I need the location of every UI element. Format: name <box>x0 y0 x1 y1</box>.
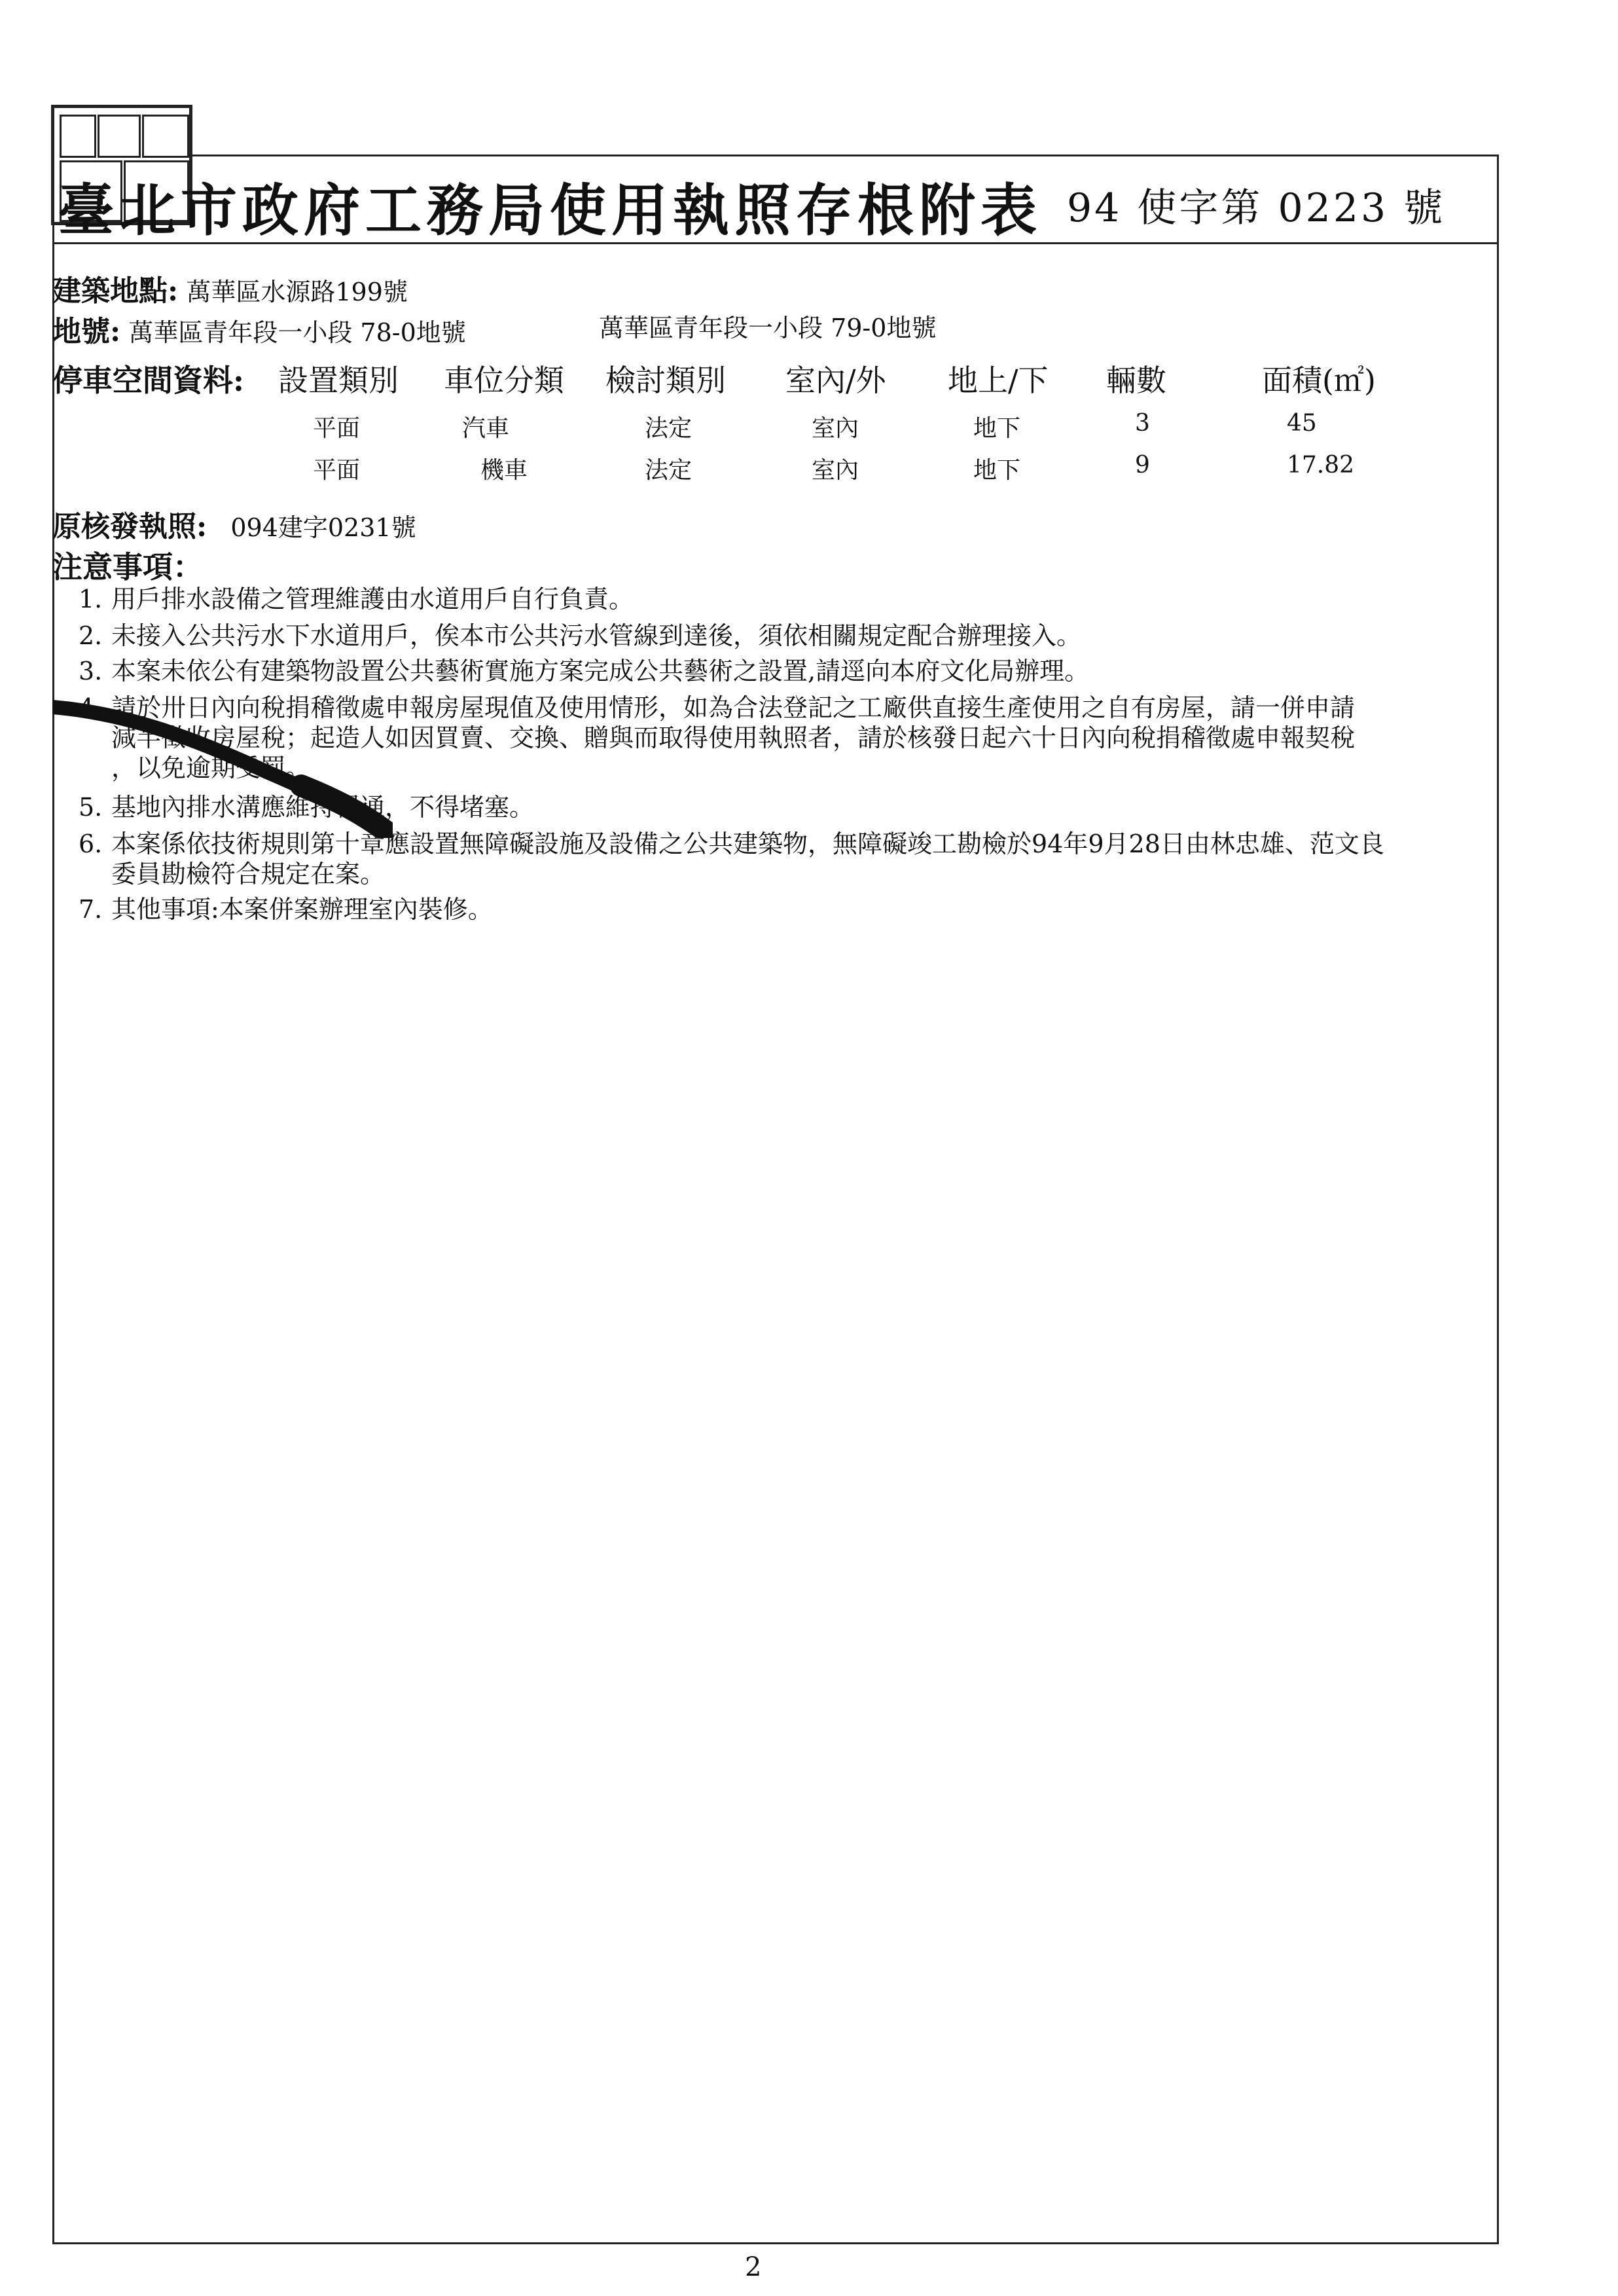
lot-label: 地號: <box>52 315 121 348</box>
parking-header-indoor: 室內/外 <box>785 363 886 398</box>
table-cell: 平面 <box>313 415 361 442</box>
permit-number: 94 使字第 0223 號 <box>1067 185 1446 231</box>
table-cell: 汽車 <box>462 415 510 442</box>
table-cell: 室內 <box>812 415 859 442</box>
original-permit-label: 原核發執照: <box>52 510 207 543</box>
list-item: 1. 用戶排水設備之管理維護由水道用戶自行負責。 <box>79 585 634 613</box>
parking-header-level: 地上/下 <box>948 363 1049 398</box>
table-cell: 室內 <box>812 457 859 484</box>
list-item: 7. 其他事項:本案併案辦理室內裝修。 <box>79 895 493 924</box>
page-frame <box>52 155 1499 2244</box>
parking-header-category: 車位分類 <box>444 363 564 398</box>
lot-value-1: 萬華區青年段一小段 78-0地號 <box>128 318 466 347</box>
table-cell: 9 <box>1135 452 1150 479</box>
parking-label: 停車空間資料: <box>52 363 244 398</box>
notes-title: 注意事項： <box>52 549 203 585</box>
parking-header-area: 面積(㎡) <box>1262 363 1376 398</box>
list-item: 4. 請於卅日內向稅捐稽徵處申報房屋現值及使用情形，如為合法登記之工廠供直接生產使用之自有房屋，請一併申請 減半徵收房屋稅；起造人如因買賣、交換、贈與而取得使用執照者，請於核發日起六十日內向稅捐稽徵處申報契稅 ，以免逾期受罰。 <box>79 693 1356 782</box>
list-item: 3. 本案未依公有建築物設置公共藝術實施方案完成公共藝術之設置,請逕向本府文化局辦理。 <box>79 657 1090 685</box>
parking-header-count: 輛數 <box>1106 363 1166 398</box>
table-cell: 17.82 <box>1287 452 1355 479</box>
location-line <box>52 267 408 309</box>
parking-header-review: 檢討類別 <box>605 363 726 398</box>
parking-header-type: 設置類別 <box>278 363 399 398</box>
table-cell: 平面 <box>313 457 361 484</box>
lot-line <box>52 308 466 350</box>
table-cell: 地下 <box>973 457 1021 484</box>
table-cell: 3 <box>1135 410 1150 437</box>
original-permit-line <box>52 503 416 545</box>
page-title: 臺北市政府工務局使用執照存根附表 <box>58 177 1042 244</box>
location-label: 建築地點: <box>52 274 179 308</box>
table-cell: 法定 <box>645 415 692 442</box>
table-cell: 法定 <box>645 457 692 484</box>
ink-scribble <box>52 694 393 838</box>
page-number: 2 <box>745 2252 762 2282</box>
list-item: 5. 基地內排水溝應維持暢通，不得堵塞。 <box>79 793 535 822</box>
list-item: 2. 未接入公共污水下水道用戶，俟本市公共污水管線到達後，須依相關規定配合辦理接入。 <box>79 621 1082 650</box>
table-cell: 機車 <box>480 457 528 484</box>
footer-divider <box>52 2242 1499 2244</box>
table-cell: 45 <box>1287 410 1317 437</box>
table-cell: 地下 <box>973 415 1021 442</box>
location-value: 萬華區水源路199號 <box>186 278 408 306</box>
original-permit-value: 094建字0231號 <box>230 513 416 542</box>
lot-value-2: 萬華區青年段一小段 79-0地號 <box>599 314 937 342</box>
list-item: 6. 本案係依技術規則第十章應設置無障礙設施及設備之公共建築物，無障礙竣工勘檢於94年9月28日由林忠雄、范文良 委員勘檢符合規定在案。 <box>79 829 1384 888</box>
